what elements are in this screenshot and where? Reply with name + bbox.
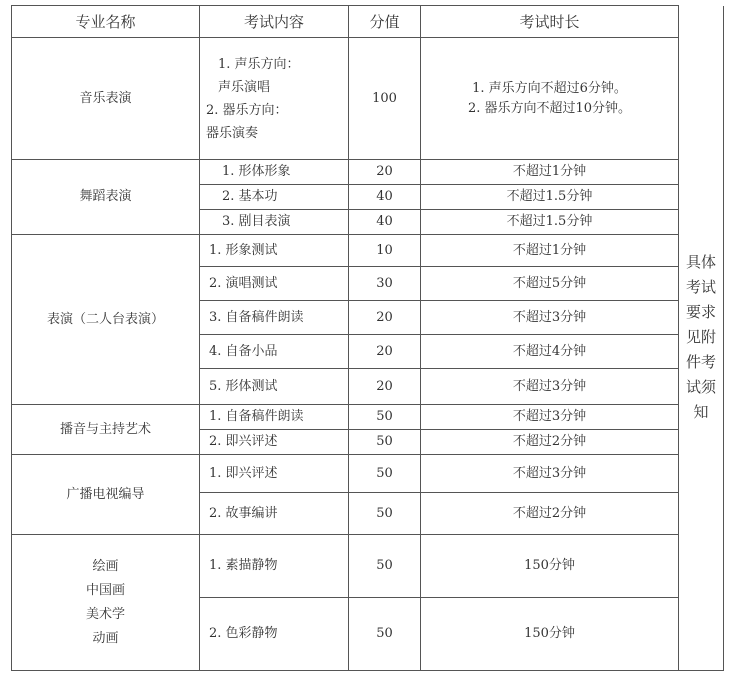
row-score: 30	[349, 267, 421, 301]
row-content: 1. 形象测试	[200, 235, 349, 267]
row-duration: 不超过2分钟	[421, 493, 679, 535]
row-duration: 150分钟	[421, 535, 679, 598]
table-row	[12, 405, 724, 430]
row-duration: 不超过5分钟	[421, 267, 679, 301]
table-row	[12, 535, 724, 598]
row-content: 1. 素描静物	[200, 535, 349, 598]
row-score: 20	[349, 369, 421, 405]
music-score: 100	[349, 38, 421, 160]
exam-table	[11, 5, 724, 671]
header-major: 专业名称	[12, 6, 200, 38]
row-duration: 不超过3分钟	[421, 455, 679, 493]
row-score: 20	[349, 301, 421, 335]
row-duration: 150分钟	[421, 598, 679, 671]
major-music: 音乐表演	[12, 38, 200, 160]
major-tvdirect: 广播电视编导	[12, 455, 200, 535]
row-content: 3. 自备稿件朗读	[200, 301, 349, 335]
note-cell	[679, 6, 724, 671]
row-score: 50	[349, 493, 421, 535]
row-content: 2. 基本功	[200, 185, 349, 210]
row-score: 50	[349, 405, 421, 430]
row-duration: 不超过1.5分钟	[421, 210, 679, 235]
row-content: 1. 自备稿件朗读	[200, 405, 349, 430]
row-score: 50	[349, 430, 421, 455]
row-duration: 不超过4分钟	[421, 335, 679, 369]
music-content: 1. 声乐方向： 声乐演唱 2. 器乐方向： 器乐演奏	[200, 38, 349, 160]
row-score: 20	[349, 160, 421, 185]
music-duration: 1. 声乐方向不超过6分钟。 2. 器乐方向不超过10分钟。	[421, 38, 679, 160]
row-duration: 不超过2分钟	[421, 430, 679, 455]
row-score: 50	[349, 455, 421, 493]
note-text: 具体 考试 要求 见附 件考 试须 知	[685, 253, 716, 422]
header-content: 考试内容	[200, 6, 349, 38]
row-score: 40	[349, 185, 421, 210]
row-content: 2. 演唱测试	[200, 267, 349, 301]
major-art: 绘画 中国画 美术学 动画	[12, 535, 200, 671]
row-content: 3. 剧目表演	[200, 210, 349, 235]
row-content: 4. 自备小品	[200, 335, 349, 369]
table-row	[12, 160, 724, 185]
row-content: 2. 即兴评述	[200, 430, 349, 455]
row-duration: 不超过3分钟	[421, 405, 679, 430]
major-broadcast: 播音与主持艺术	[12, 405, 200, 455]
row-duration: 不超过3分钟	[421, 369, 679, 405]
row-score: 50	[349, 535, 421, 598]
header-score: 分值	[349, 6, 421, 38]
row-score: 20	[349, 335, 421, 369]
header-duration: 考试时长	[421, 6, 679, 38]
row-duration: 不超过1.5分钟	[421, 185, 679, 210]
header-row	[12, 6, 724, 38]
major-acting: 表演（二人台表演）	[12, 235, 200, 405]
table-row	[12, 455, 724, 493]
row-duration: 不超过3分钟	[421, 301, 679, 335]
table-row	[12, 38, 724, 160]
row-duration: 不超过1分钟	[421, 160, 679, 185]
row-content: 2. 故事编讲	[200, 493, 349, 535]
table-row	[12, 235, 724, 267]
row-content: 2. 色彩静物	[200, 598, 349, 671]
row-content: 1. 即兴评述	[200, 455, 349, 493]
major-dance: 舞蹈表演	[12, 160, 200, 235]
row-content: 1. 形体形象	[200, 160, 349, 185]
row-content: 5. 形体测试	[200, 369, 349, 405]
row-score: 10	[349, 235, 421, 267]
row-duration: 不超过1分钟	[421, 235, 679, 267]
row-score: 50	[349, 598, 421, 671]
row-score: 40	[349, 210, 421, 235]
